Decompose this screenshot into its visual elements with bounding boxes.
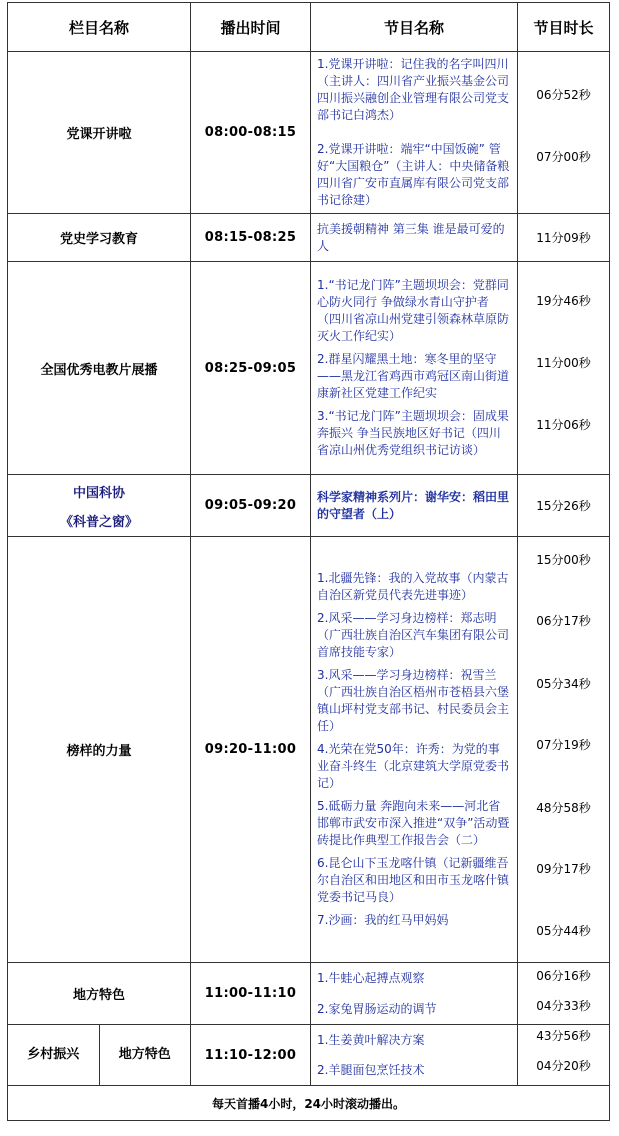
duration: 11分06秒 (536, 418, 591, 432)
column-name-right: 地方特色 (118, 1047, 171, 1062)
header-row (8, 3, 610, 52)
duration: 43分56秒 (536, 1029, 591, 1043)
air-time: 08:25-09:05 (191, 262, 311, 475)
table-row (8, 1025, 610, 1086)
program-item: 4.光荣在党50年：许秀：为党的事业奋斗终生（北京建筑大学原党委书记） (317, 742, 510, 790)
air-time: 11:00-11:10 (191, 963, 311, 1025)
duration: 05分44秒 (536, 924, 591, 938)
program-item: 6.昆仑山下玉龙喀什镇（记新疆维吾尔自治区和田地区和田市玉龙喀什镇党委书记马良） (317, 856, 510, 904)
header-program: 节目名称 (311, 3, 518, 52)
program-cell (311, 537, 518, 963)
program-item: 3.“书记龙门阵”主题坝坝会：固成果奔振兴 争当民族地区好书记（四川省凉山州优秀党组织书记访谈） (317, 409, 509, 457)
air-time: 11:10-12:00 (191, 1025, 311, 1086)
column-name (8, 1025, 191, 1086)
program-item: 1.北疆先锋：我的入党故事（内蒙古自治区新党员代表先进事迹） (317, 571, 509, 602)
program-item: 2.家兔胃肠运动的调节 (317, 1001, 437, 1016)
duration: 06分16秒 (536, 969, 591, 983)
duration: 04分33秒 (536, 999, 591, 1013)
column-name-left: 乡村振兴 (8, 1025, 100, 1085)
column-name: 党课开讲啦 (8, 52, 191, 214)
header-duration: 节目时长 (518, 3, 610, 52)
air-time: 08:00-08:15 (191, 52, 311, 214)
duration: 11分09秒 (518, 214, 610, 262)
program-cell (311, 1025, 518, 1086)
program-item: 2.羊腿面包烹饪技术 (317, 1062, 425, 1077)
program-item: 7.沙画：我的红马甲妈妈 (317, 913, 449, 927)
program-cell (311, 475, 518, 537)
duration: 06分52秒 (536, 88, 591, 102)
program-item: 1.生姜黄叶解决方案 (317, 1032, 425, 1047)
header-time: 播出时间 (191, 3, 311, 52)
table-row (8, 52, 610, 214)
air-time: 09:20-11:00 (191, 537, 311, 963)
program-cell (311, 262, 518, 475)
program-item: 1.“书记龙门阵”主题坝坝会：党群同心防火同行 争做绿水青山守护者（四川省凉山州党建引领森林草原防灭火工作纪实） (317, 278, 510, 343)
column-name: 地方特色 (8, 963, 191, 1025)
program-item: 2.群星闪耀黑土地：寒冬里的坚守——黑龙江省鸡西市鸡冠区南山街道康新社区党建工作纪实 (317, 352, 510, 400)
duration-cell (518, 262, 610, 475)
duration: 05分34秒 (536, 677, 591, 691)
duration-cell (518, 1025, 610, 1086)
column-name: 党史学习教育 (8, 214, 191, 262)
column-name-line: 中国科协 (72, 485, 125, 501)
duration: 06分17秒 (536, 614, 591, 628)
table-row (8, 214, 610, 262)
program-item: 1.党课开讲啦：记住我的名字叫四川（主讲人：四川省产业振兴基金公司四川振兴融创企业管理有限公司党支部书记白鸿杰） (317, 57, 510, 122)
duration-cell (518, 537, 610, 963)
column-name: 全国优秀电教片展播 (8, 262, 191, 475)
table-row (8, 262, 610, 475)
program-item: 5.砥砺力量 奔跑向未来——河北省邯郸市武安市深入推进“双争”活动暨砖提比作典型工作报告会（二） (317, 799, 510, 847)
duration: 04分20秒 (536, 1059, 591, 1073)
column-name: 榜样的力量 (8, 537, 191, 963)
duration: 07分19秒 (536, 738, 591, 752)
duration-cell (518, 52, 610, 214)
duration: 09分17秒 (536, 862, 591, 876)
footer-row (8, 1086, 610, 1121)
footer-note: 每天首播4小时，24小时滚动播出。 (8, 1086, 610, 1121)
duration: 07分00秒 (536, 150, 591, 164)
column-name (8, 475, 191, 537)
program-item: 科学家精神系列片：谢华安：稻田里的守望者（上） (317, 489, 510, 521)
program-cell (311, 52, 518, 214)
header-name: 栏目名称 (8, 3, 191, 52)
program-item: 2.党课开讲啦：端牢“中国饭碗” 管好“大国粮仓”（主讲人：中央储备粮四川省广安市直属库有限公司党支部书记徐建） (317, 142, 510, 207)
duration: 19分46秒 (536, 294, 591, 308)
duration: 11分00秒 (536, 356, 591, 370)
duration: 15分00秒 (536, 553, 591, 567)
program-item: 1.牛蛙心起搏点观察 (317, 970, 425, 985)
program-item: 3.风采——学习身边榜样：祝雪兰（广西壮族自治区梧州市苍梧县六堡镇山坪村党支部书记、村民委员会主任） (317, 668, 510, 733)
table-row (8, 475, 610, 537)
duration-cell (518, 963, 610, 1025)
duration: 48分58秒 (536, 801, 591, 815)
column-name-line: 《科普之窗》 (59, 514, 138, 530)
duration: 15分26秒 (518, 475, 610, 537)
program-item: 抗美援朝精神 第三集 谁是最可爱的人 (317, 221, 505, 253)
table-row (8, 537, 610, 963)
program-cell (311, 214, 518, 262)
schedule-table (7, 2, 610, 1121)
program-item: 2.风采——学习身边榜样：郑志明（广西壮族自治区汽车集团有限公司首席技能专家） (317, 611, 510, 659)
air-time: 09:05-09:20 (191, 475, 311, 537)
table-row (8, 963, 610, 1025)
air-time: 08:15-08:25 (191, 214, 311, 262)
program-cell (311, 963, 518, 1025)
